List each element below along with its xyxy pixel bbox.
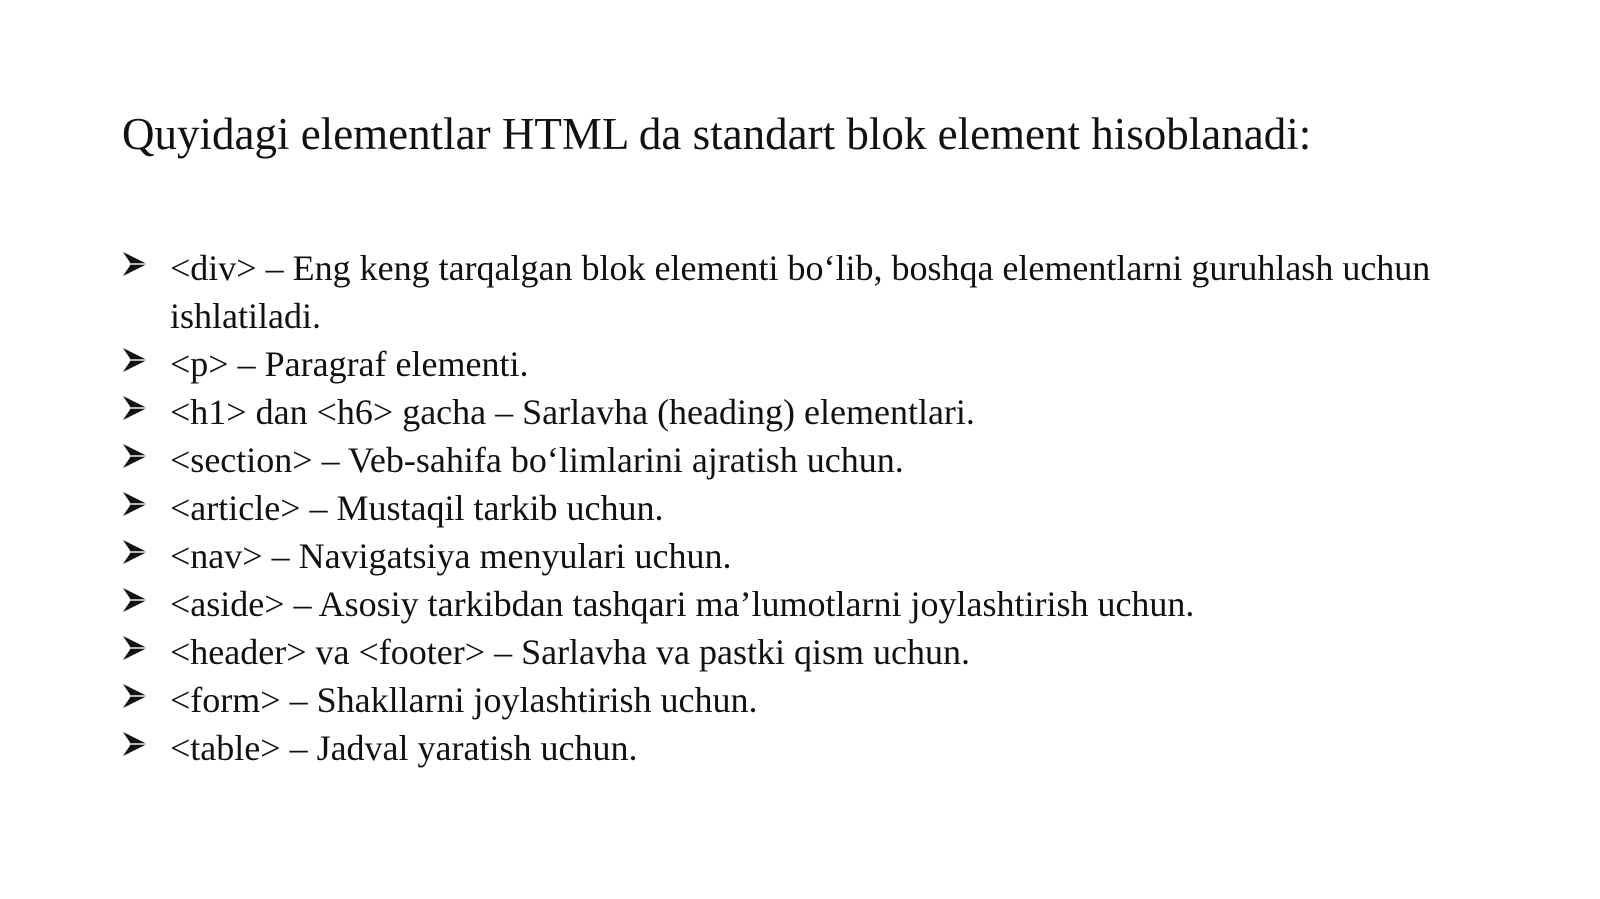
list-item-text: <article> – Mustaqil tarkib uchun. [170,488,664,528]
bullet-list [122,244,1502,772]
list-item [122,484,1502,532]
arrowhead-bullet-icon [122,580,170,628]
list-item-text: <p> – Paragraf elementi. [170,344,529,384]
list-item-text: <form> – Shakllarni joylashtirish uchun. [170,680,758,720]
list-item-text: <h1> dan <h6> gacha – Sarlavha (heading) elementlari. [170,392,975,432]
list-item-text: <div> – Eng keng tarqalgan blok elementi bo‘lib, boshqa elementlarni guruhlash uchun ishlatiladi. [170,248,1431,336]
list-item [122,340,1502,388]
list-item-text: <nav> – Navigatsiya menyulari uchun. [170,536,732,576]
arrowhead-bullet-icon [122,676,170,724]
list-item [122,676,1502,724]
list-item-text: <table> – Jadval yaratish uchun. [170,728,638,768]
arrowhead-bullet-icon [122,436,170,484]
arrowhead-bullet-icon [122,724,170,772]
arrowhead-bullet-icon [122,388,170,436]
list-item [122,532,1502,580]
list-item [122,436,1502,484]
list-item-text: <aside> – Asosiy tarkibdan tashqari ma’lumotlarni joylashtirish uchun. [170,584,1195,624]
arrowhead-bullet-icon [122,484,170,532]
list-item [122,244,1502,340]
list-item [122,724,1502,772]
arrowhead-bullet-icon [122,340,170,388]
list-item [122,580,1502,628]
arrowhead-bullet-icon [122,628,170,676]
arrowhead-bullet-icon [122,532,170,580]
slide-title: Quyidagi elementlar HTML da standart blok element hisoblanadi: [122,109,1312,159]
list-item-text: <section> – Veb-sahifa bo‘limlarini ajratish uchun. [170,440,904,480]
list-item-text: <header> va <footer> – Sarlavha va pastki qism uchun. [170,632,970,672]
list-item [122,628,1502,676]
arrowhead-bullet-icon [122,244,170,292]
list-item [122,388,1502,436]
